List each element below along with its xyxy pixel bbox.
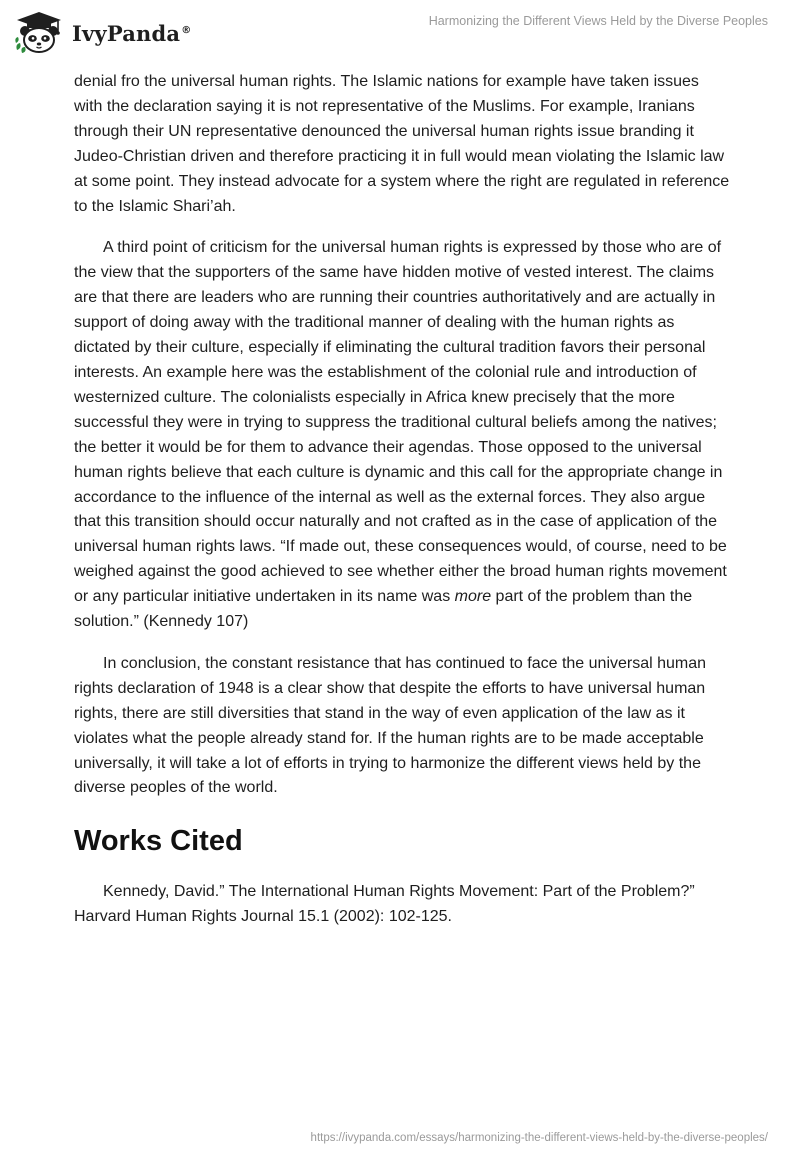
works-cited-heading: Works Cited — [74, 825, 243, 858]
paragraph-2-text-end: part of the problem than the solution.” (Kennedy 107) — [74, 588, 693, 631]
body-paragraph-1: denial fro the universal human rights. The Islamic nations for example have taken issues with the declaration saying it is not representative of the Muslims. For example, Iranians through their UN representative denounced the universal human rights issue branding it Judeo-Christian driven and therefore practicing it in full would mean violating the Islamic law at some point. They instead advocate for a system where the right are regulated in reference to the Islamic Shari’ah. — [74, 73, 730, 215]
registered-mark: ® — [181, 24, 192, 36]
page-header — [0, 0, 800, 64]
essay-content — [74, 70, 730, 947]
body-paragraph-3: In conclusion, the constant resistance that has continued to face the universal human rights declaration of 1948 is a clear show that despite the efforts to have universal human rights, there are still diversities that stand in the way of even application of the law as it violates what the people already stand for. If the human rights are to be made acceptable universally, it will take a lot of efforts in trying to harmonize the different views held by the diverse peoples of the world. — [74, 654, 707, 797]
body-paragraph-2 — [74, 236, 730, 635]
essay-title: Harmonizing the Different Views Held by the Diverse Peoples — [428, 14, 768, 28]
paragraph-2-text-start: A third point of criticism for the universal human rights is expressed by those who are of the view that the supporters of the same have hidden motive of vested interest. The claims are that there are leaders who are running their countries authoritatively and are actually in support of doing away with the traditional manner of dealing with the human rights as dictated by their culture, especially if eliminating the cultural tradition favors their personal interests. An example here was the establishment of the colonial rule and introduction of westernized culture. The colonialists especially in Africa knew precisely that the more successful they were in trying to suppress the traditional cultural beliefs among the natives; the better it would be for them to advance their agendas. Those opposed to the universal human rights believe that each culture is dynamic and this call for the appropriate change in accordance to the influence of the internal as well as the external forces. They also argue that this transition should occur naturally and not crafted as in the case of application of the universal human rights laws. “If made out, these consequences would, of course, need to be weighed against the good achieved to see whether either the broad human rights movement or any particular initiative undertaken in its name was — [74, 239, 727, 606]
source-url[interactable]: https://ivypanda.com/essays/harmonizing-the-different-views-held-by-the-diverse-peoples/ — [310, 1132, 768, 1144]
emphasized-word: more — [454, 588, 492, 606]
citation-entry: Kennedy, David.” The International Human Rights Movement: Part of the Problem?” Harvard Human Rights Journal 15.1 (2002): 102-125. — [74, 883, 695, 926]
brand-name: IvyPanda® — [72, 20, 192, 46]
ivypanda-logo[interactable] — [14, 10, 191, 54]
panda-graduate-icon — [14, 10, 64, 54]
